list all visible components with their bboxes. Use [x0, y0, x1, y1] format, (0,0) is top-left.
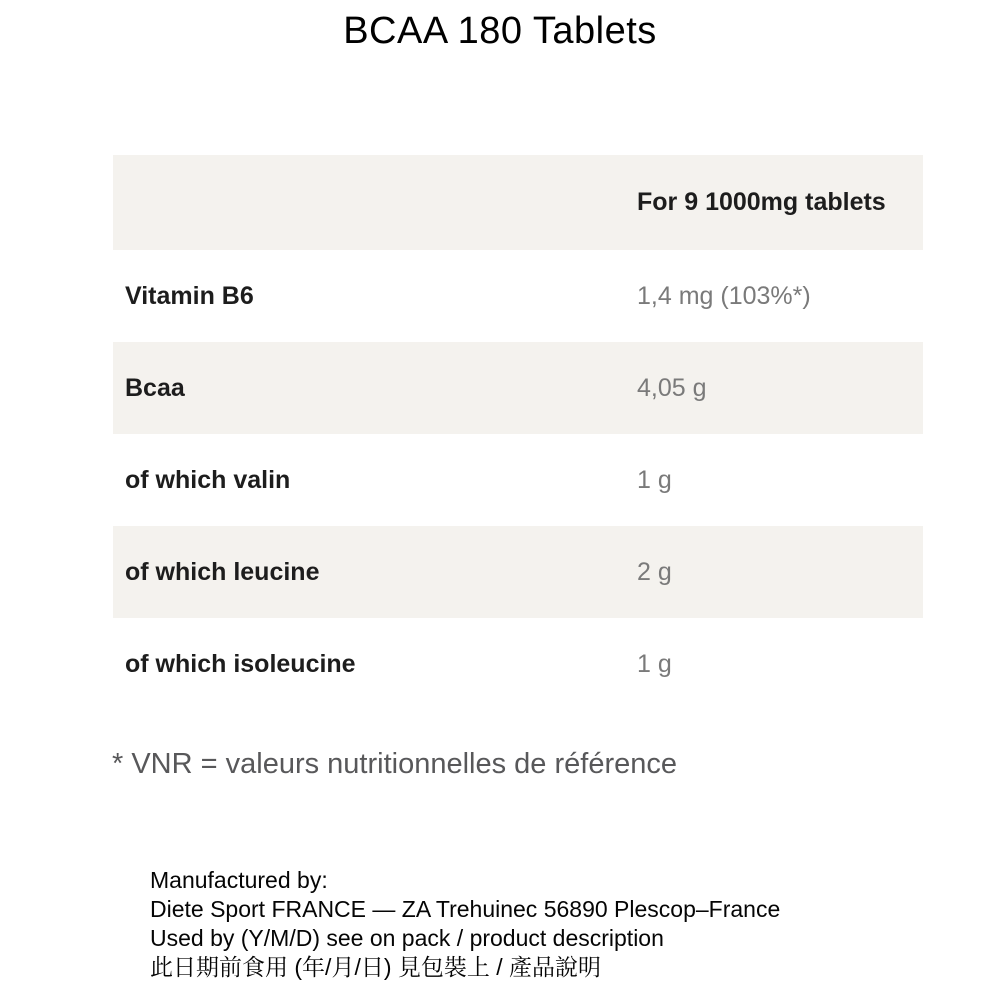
table-header-serving: For 9 1000mg tablets: [637, 188, 886, 216]
vnr-footnote: * VNR = valeurs nutritionnelles de référence: [112, 748, 677, 780]
nutrient-value: 1 g: [637, 649, 672, 678]
nutrient-value: 1 g: [637, 465, 672, 494]
nutrient-value: 1,4 mg (103%*): [637, 281, 811, 310]
manufactured-by-label: Manufactured by:: [150, 867, 328, 893]
used-by-note-en: Used by (Y/M/D) see on pack / product description: [150, 925, 664, 951]
table-row: [113, 526, 923, 618]
nutrient-label: Bcaa: [125, 373, 185, 402]
nutrient-label: of which valin: [125, 465, 291, 494]
manufacturer-address: Diete Sport FRANCE — ZA Trehuinec 56890 Plescop–France: [150, 896, 781, 922]
nutrition-table: [113, 155, 923, 710]
nutrient-value: 2 g: [637, 557, 672, 586]
nutrient-label: Vitamin B6: [125, 281, 254, 310]
page-title: BCAA 180 Tablets: [343, 10, 657, 52]
table-row: [113, 618, 923, 710]
used-by-note-zh: 此日期前食用 (年/月/日) 見包裝上 / 產品說明: [150, 954, 602, 980]
nutrient-label: of which isoleucine: [125, 649, 356, 678]
manufacturer-block: [150, 866, 780, 982]
table-row: [113, 250, 923, 342]
nutrient-value: 4,05 g: [637, 373, 707, 402]
nutrient-label: of which leucine: [125, 557, 320, 586]
table-header-row: [113, 155, 923, 250]
table-row: [113, 434, 923, 526]
table-row: [113, 342, 923, 434]
